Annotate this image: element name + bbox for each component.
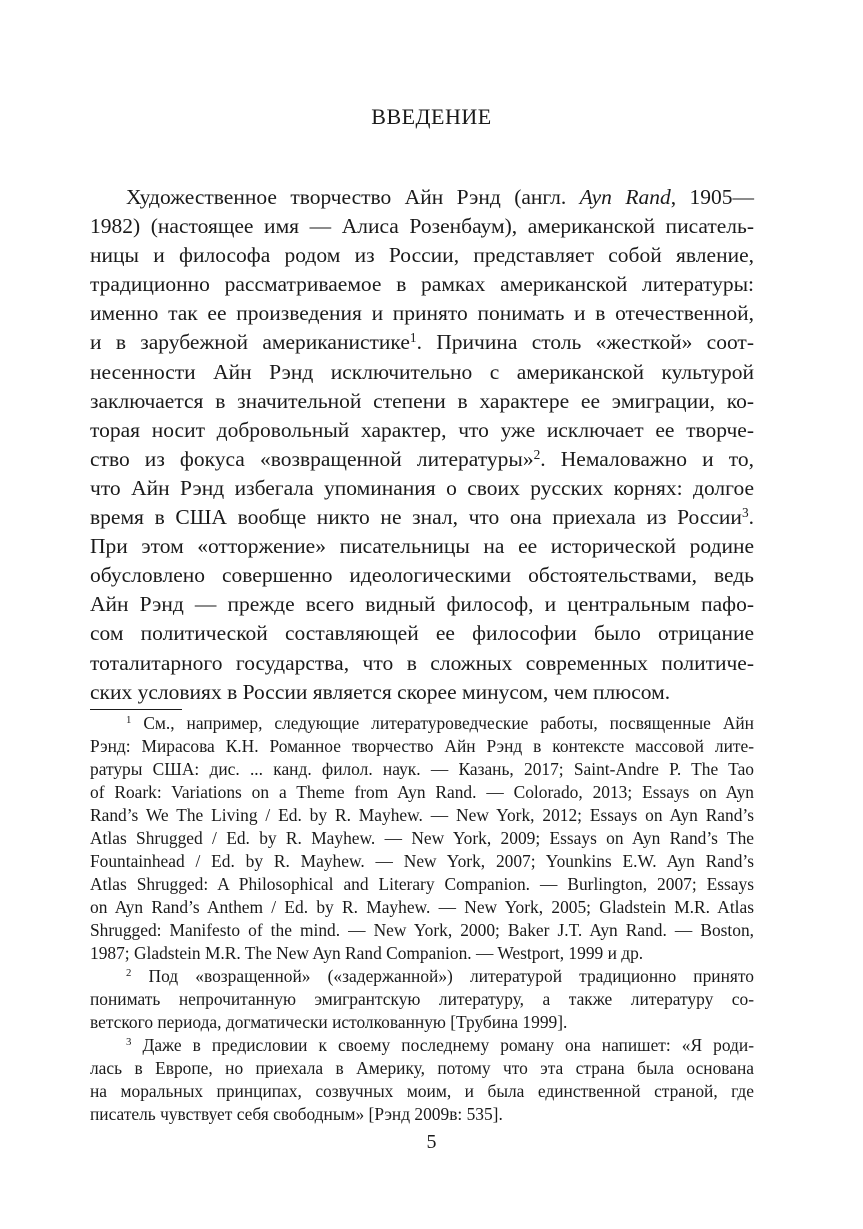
footnote-1-line — [90, 712, 754, 735]
footnote-ref: 2 — [533, 446, 541, 462]
footnote-2-line — [90, 965, 754, 988]
footnote-2-line: понимать непрочитанную эмигрантскую литературу, а также литературу со- — [90, 989, 754, 1009]
footnote-3-line: на моральных принципах, созвучных моим, и была единственной страной, где — [90, 1081, 754, 1101]
footnote-1-line: Fountainhead / Ed. by R. Mayhew. — New York, 2007; Younkins E.W. Ayn Rand’s — [90, 851, 754, 871]
text-line: сом политической составляющей ее философии было отрицание — [90, 621, 754, 646]
text-line: 1982) (настоящее имя — Алиса Розенбаум), американской писатель- — [90, 214, 754, 239]
footnote-number: 3 — [126, 1036, 132, 1049]
footnote-number: 2 — [126, 967, 132, 980]
footnote-divider — [90, 709, 182, 710]
text-line: ских условиях в России является скорее минусом, чем плюсом. — [90, 679, 671, 704]
footnote-1-line: Rand’s We The Living / Ed. by R. Mayhew. — New York, 2012; Essays on Ayn Rand’s — [90, 805, 754, 825]
text-line: именно так ее произведения и принято понимать и в отечественной, — [90, 301, 754, 326]
footnote-1-line: of Roark: Variations on a Theme from Ayn Rand. — Colorado, 2013; Essays on Ayn — [90, 782, 754, 802]
text-fragment: Под «возращенной» («задержанной») литературой традиционно принято — [148, 966, 754, 986]
text-fragment: время в США вообще никто не знал, что она приехала из России — [90, 505, 742, 530]
footnote-ref: 3 — [741, 504, 749, 520]
text-line: что Айн Рэнд избегала упоминания о своих русских корнях: долгое — [90, 475, 754, 500]
text-line — [90, 328, 754, 357]
page-number: 5 — [426, 1131, 437, 1153]
text-line: торая носит добровольный характер, что уже исключает ее творче- — [90, 417, 754, 442]
page-title: ВВЕДЕНИЕ — [371, 104, 492, 129]
text-fragment: . — [748, 505, 754, 530]
footnote-3-line — [90, 1034, 754, 1057]
footnotes — [90, 712, 754, 1126]
text-line — [90, 503, 754, 532]
text-fragment: Художественное творчество Айн Рэнд (англ. — [126, 185, 580, 209]
text-fragment: . Немаловажно и то, — [540, 446, 754, 471]
text-line: обусловлено совершенно идеологическими обстоятельствами, ведь — [90, 563, 754, 588]
text-line — [90, 183, 754, 212]
footnote-1-line: Atlas Shrugged: A Philosophical and Literary Companion. — Burlington, 2007; Essays — [90, 874, 754, 894]
footnote-1-line: ратуры США: дис. ... канд. филол. наук. — Казань, 2017; Saint-Andre P. The Tao — [90, 759, 754, 779]
text-line: несенности Айн Рэнд исключительно с американской культурой — [90, 359, 754, 384]
footnote-number: 1 — [126, 714, 132, 727]
footnote-1-line: on Ayn Rand’s Anthem / Ed. by R. Mayhew. — New York, 2005; Gladstein M.R. Atlas — [90, 897, 754, 917]
text-line — [90, 445, 754, 474]
footnote-1-line: Рэнд: Мирасова К.Н. Романное творчество Айн Рэнд в контексте массовой лите- — [90, 736, 754, 756]
text-fragment: , 1905— — [670, 185, 755, 209]
italic-name: Ayn Rand — [579, 185, 671, 209]
text-fragment: Даже в предисловии к своему последнему роману она напишет: «Я роди- — [142, 1035, 754, 1055]
footnote-1-line: Atlas Shrugged / Ed. by R. Mayhew. — New York, 2009; Essays on Ayn Rand’s The — [90, 828, 754, 848]
text-line: заключается в значительной степени в характере ее эмиграции, ко- — [90, 388, 754, 413]
text-fragment: и в зарубежной американистике — [90, 330, 410, 355]
text-line: традиционно рассматриваемое в рамках американской литературы: — [90, 272, 754, 297]
text-line: тоталитарного государства, что в сложных современных политиче- — [90, 650, 754, 675]
text-line: Айн Рэнд — прежде всего видный философ, и центральным пафо- — [90, 592, 754, 617]
footnote-3-line: лась в Европе, но приехала в Америку, потому что эта страна была основана — [90, 1058, 754, 1078]
text-line: При этом «отторжение» писательницы на ее исторической родине — [90, 534, 754, 559]
text-fragment: См., например, следующие литературоведческие работы, посвященные Айн — [143, 713, 754, 733]
text-fragment: ство из фокуса «возвращенной литературы» — [90, 446, 534, 471]
text-fragment: . Причина столь «жесткой» соот- — [416, 330, 754, 355]
footnote-2-line: ветского периода, догматически истолкованную [Трубина 1999]. — [90, 1012, 568, 1032]
main-text — [90, 183, 754, 707]
footnote-3-line: писатель чувствует себя свободным» [Рэнд 2009в: 535]. — [90, 1104, 503, 1124]
footnote-1-line: Shrugged: Manifesto of the mind. — New York, 2000; Baker J.T. Ayn Rand. — Boston, — [90, 920, 754, 940]
footnote-ref: 1 — [409, 330, 417, 346]
text-line: ницы и философа родом из России, представляет собой явление, — [90, 243, 754, 268]
footnote-1-line: 1987; Gladstein M.R. The New Ayn Rand Companion. — Westport, 1999 и др. — [90, 943, 644, 963]
